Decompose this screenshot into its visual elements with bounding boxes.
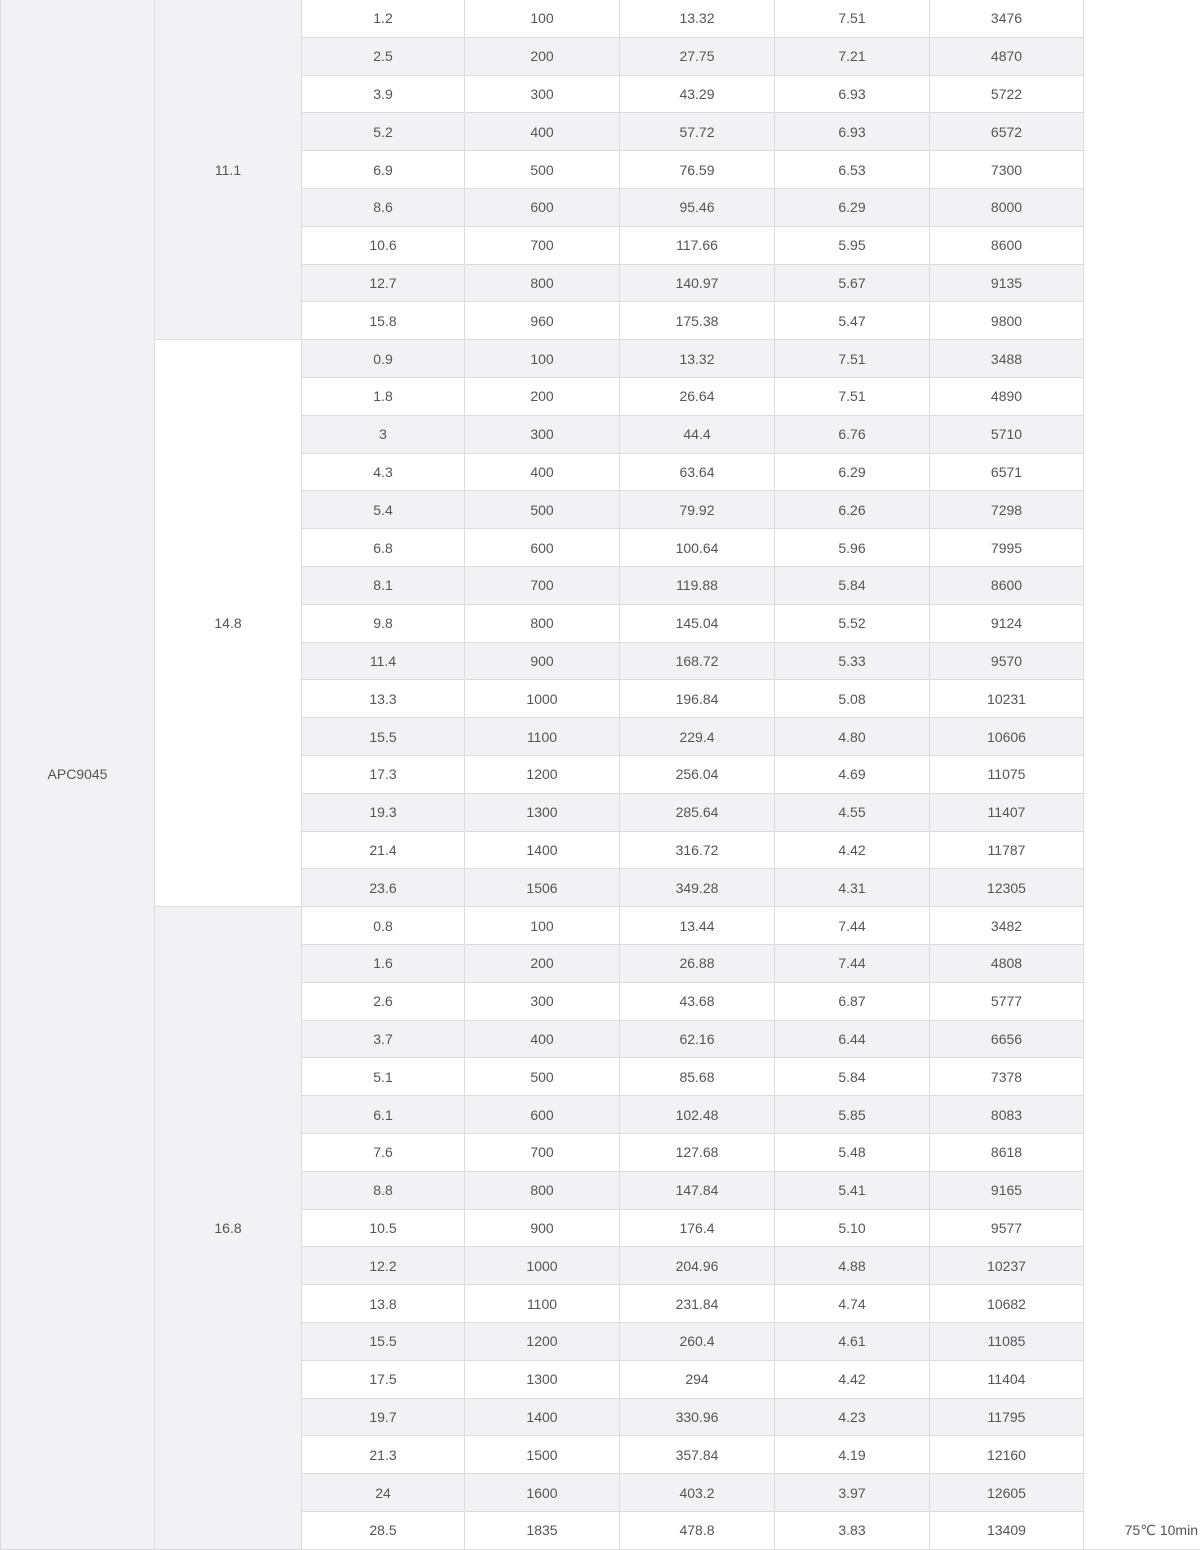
rpm-cell: 12605 xyxy=(930,1474,1084,1512)
rpm-cell: 7995 xyxy=(930,529,1084,567)
rpm-cell: 4808 xyxy=(930,945,1084,983)
throttle-cell: 600 xyxy=(465,1096,620,1134)
current-cell: 6.9 xyxy=(302,151,465,189)
voltage-group-cell: 16.8 xyxy=(155,907,302,1550)
current-cell: 7.6 xyxy=(302,1134,465,1172)
throttle-cell: 900 xyxy=(465,1210,620,1248)
power-cell: 27.75 xyxy=(620,38,775,76)
efficiency-cell: 4.42 xyxy=(775,832,930,870)
rpm-cell: 9800 xyxy=(930,302,1084,340)
throttle-cell: 1000 xyxy=(465,1247,620,1285)
current-cell: 15.5 xyxy=(302,718,465,756)
power-cell: 357.84 xyxy=(620,1436,775,1474)
throttle-cell: 600 xyxy=(465,189,620,227)
current-cell: 11.4 xyxy=(302,643,465,681)
current-cell: 19.3 xyxy=(302,794,465,832)
efficiency-cell: 4.42 xyxy=(775,1361,930,1399)
rpm-cell: 9135 xyxy=(930,265,1084,303)
current-cell: 21.3 xyxy=(302,1436,465,1474)
power-cell: 43.29 xyxy=(620,76,775,114)
throttle-cell: 1300 xyxy=(465,794,620,832)
efficiency-cell: 4.69 xyxy=(775,756,930,794)
rpm-cell: 7300 xyxy=(930,151,1084,189)
throttle-cell: 1835 xyxy=(465,1512,620,1550)
power-cell: 196.84 xyxy=(620,680,775,718)
current-cell: 8.8 xyxy=(302,1172,465,1210)
power-cell: 62.16 xyxy=(620,1021,775,1059)
current-cell: 1.6 xyxy=(302,945,465,983)
current-cell: 0.9 xyxy=(302,340,465,378)
power-cell: 256.04 xyxy=(620,756,775,794)
throttle-cell: 500 xyxy=(465,1058,620,1096)
power-cell: 316.72 xyxy=(620,832,775,870)
throttle-cell: 200 xyxy=(465,945,620,983)
rpm-cell: 11795 xyxy=(930,1399,1084,1437)
throttle-cell: 1200 xyxy=(465,1323,620,1361)
rpm-cell: 7378 xyxy=(930,1058,1084,1096)
power-cell: 140.97 xyxy=(620,265,775,303)
current-cell: 15.5 xyxy=(302,1323,465,1361)
efficiency-cell: 5.08 xyxy=(775,680,930,718)
efficiency-cell: 5.95 xyxy=(775,227,930,265)
throttle-cell: 500 xyxy=(465,491,620,529)
rpm-cell: 9570 xyxy=(930,643,1084,681)
current-cell: 12.2 xyxy=(302,1247,465,1285)
rpm-cell: 11085 xyxy=(930,1323,1084,1361)
power-cell: 63.64 xyxy=(620,454,775,492)
efficiency-cell: 5.41 xyxy=(775,1172,930,1210)
efficiency-cell: 5.52 xyxy=(775,605,930,643)
throttle-cell: 1400 xyxy=(465,832,620,870)
rpm-cell: 8600 xyxy=(930,227,1084,265)
throttle-cell: 800 xyxy=(465,605,620,643)
propeller-model-cell: APC9045 xyxy=(0,0,155,1550)
power-cell: 43.68 xyxy=(620,983,775,1021)
throttle-cell: 400 xyxy=(465,113,620,151)
current-cell: 10.6 xyxy=(302,227,465,265)
throttle-cell: 1500 xyxy=(465,1436,620,1474)
rpm-cell: 12160 xyxy=(930,1436,1084,1474)
throttle-cell: 400 xyxy=(465,1021,620,1059)
throttle-cell: 1100 xyxy=(465,1285,620,1323)
power-cell: 176.4 xyxy=(620,1210,775,1248)
power-cell: 85.68 xyxy=(620,1058,775,1096)
efficiency-cell: 5.47 xyxy=(775,302,930,340)
throttle-cell: 800 xyxy=(465,1172,620,1210)
rpm-cell: 3488 xyxy=(930,340,1084,378)
rpm-cell: 6656 xyxy=(930,1021,1084,1059)
power-cell: 147.84 xyxy=(620,1172,775,1210)
throttle-cell: 100 xyxy=(465,0,620,38)
efficiency-cell: 4.80 xyxy=(775,718,930,756)
throttle-cell: 1506 xyxy=(465,869,620,907)
current-cell: 5.2 xyxy=(302,113,465,151)
efficiency-cell: 6.53 xyxy=(775,151,930,189)
efficiency-cell: 5.84 xyxy=(775,1058,930,1096)
efficiency-cell: 5.67 xyxy=(775,265,930,303)
power-cell: 127.68 xyxy=(620,1134,775,1172)
throttle-cell: 1200 xyxy=(465,756,620,794)
power-cell: 168.72 xyxy=(620,643,775,681)
rpm-cell: 6571 xyxy=(930,454,1084,492)
rpm-cell: 3482 xyxy=(930,907,1084,945)
current-cell: 17.3 xyxy=(302,756,465,794)
efficiency-cell: 7.51 xyxy=(775,0,930,38)
rpm-cell: 5722 xyxy=(930,76,1084,114)
throttle-cell: 1600 xyxy=(465,1474,620,1512)
power-cell: 95.46 xyxy=(620,189,775,227)
throttle-cell: 1300 xyxy=(465,1361,620,1399)
throttle-cell: 1000 xyxy=(465,680,620,718)
rpm-cell: 9165 xyxy=(930,1172,1084,1210)
throttle-cell: 200 xyxy=(465,378,620,416)
rpm-cell: 10606 xyxy=(930,718,1084,756)
rpm-cell: 3476 xyxy=(930,0,1084,38)
power-cell: 13.44 xyxy=(620,907,775,945)
throttle-cell: 200 xyxy=(465,38,620,76)
rpm-cell: 11075 xyxy=(930,756,1084,794)
current-cell: 12.7 xyxy=(302,265,465,303)
power-cell: 57.72 xyxy=(620,113,775,151)
rpm-cell: 7298 xyxy=(930,491,1084,529)
current-cell: 10.5 xyxy=(302,1210,465,1248)
power-cell: 231.84 xyxy=(620,1285,775,1323)
power-cell: 349.28 xyxy=(620,869,775,907)
throttle-cell: 700 xyxy=(465,1134,620,1172)
throttle-cell: 400 xyxy=(465,454,620,492)
current-cell: 8.1 xyxy=(302,567,465,605)
current-cell: 24 xyxy=(302,1474,465,1512)
power-cell: 102.48 xyxy=(620,1096,775,1134)
efficiency-cell: 7.51 xyxy=(775,378,930,416)
current-cell: 1.2 xyxy=(302,0,465,38)
efficiency-cell: 4.19 xyxy=(775,1436,930,1474)
efficiency-cell: 4.55 xyxy=(775,794,930,832)
current-cell: 3.7 xyxy=(302,1021,465,1059)
efficiency-cell: 6.93 xyxy=(775,76,930,114)
rpm-cell: 12305 xyxy=(930,869,1084,907)
temperature-note: 75℃ 10min xyxy=(1084,1512,1200,1550)
voltage-group-cell: 14.8 xyxy=(155,340,302,907)
current-cell: 21.4 xyxy=(302,832,465,870)
throttle-cell: 1400 xyxy=(465,1399,620,1437)
rpm-cell: 6572 xyxy=(930,113,1084,151)
throttle-cell: 100 xyxy=(465,340,620,378)
throttle-cell: 300 xyxy=(465,416,620,454)
efficiency-cell: 4.23 xyxy=(775,1399,930,1437)
current-cell: 15.8 xyxy=(302,302,465,340)
efficiency-cell: 7.51 xyxy=(775,340,930,378)
rpm-cell: 8083 xyxy=(930,1096,1084,1134)
power-cell: 26.88 xyxy=(620,945,775,983)
efficiency-cell: 4.31 xyxy=(775,869,930,907)
rpm-cell: 4870 xyxy=(930,38,1084,76)
efficiency-cell: 3.83 xyxy=(775,1512,930,1550)
efficiency-cell: 5.84 xyxy=(775,567,930,605)
efficiency-cell: 5.48 xyxy=(775,1134,930,1172)
power-cell: 229.4 xyxy=(620,718,775,756)
rpm-cell: 10237 xyxy=(930,1247,1084,1285)
power-cell: 403.2 xyxy=(620,1474,775,1512)
rpm-cell: 5777 xyxy=(930,983,1084,1021)
throttle-cell: 800 xyxy=(465,265,620,303)
efficiency-cell: 6.44 xyxy=(775,1021,930,1059)
current-cell: 19.7 xyxy=(302,1399,465,1437)
current-cell: 9.8 xyxy=(302,605,465,643)
efficiency-cell: 7.44 xyxy=(775,945,930,983)
efficiency-cell: 4.61 xyxy=(775,1323,930,1361)
throttle-cell: 500 xyxy=(465,151,620,189)
throttle-cell: 900 xyxy=(465,643,620,681)
rpm-cell: 9124 xyxy=(930,605,1084,643)
current-cell: 3 xyxy=(302,416,465,454)
throttle-cell: 600 xyxy=(465,529,620,567)
power-cell: 260.4 xyxy=(620,1323,775,1361)
power-cell: 44.4 xyxy=(620,416,775,454)
power-cell: 13.32 xyxy=(620,0,775,38)
rpm-cell: 11787 xyxy=(930,832,1084,870)
power-cell: 100.64 xyxy=(620,529,775,567)
current-cell: 23.6 xyxy=(302,869,465,907)
current-cell: 6.1 xyxy=(302,1096,465,1134)
rpm-cell: 8000 xyxy=(930,189,1084,227)
efficiency-cell: 5.96 xyxy=(775,529,930,567)
efficiency-cell: 6.76 xyxy=(775,416,930,454)
efficiency-cell: 5.85 xyxy=(775,1096,930,1134)
current-cell: 1.8 xyxy=(302,378,465,416)
rpm-cell: 5710 xyxy=(930,416,1084,454)
efficiency-cell: 6.87 xyxy=(775,983,930,1021)
current-cell: 13.3 xyxy=(302,680,465,718)
rpm-cell: 11404 xyxy=(930,1361,1084,1399)
power-cell: 145.04 xyxy=(620,605,775,643)
efficiency-cell: 3.97 xyxy=(775,1474,930,1512)
power-cell: 13.32 xyxy=(620,340,775,378)
rpm-cell: 11407 xyxy=(930,794,1084,832)
rpm-cell: 10682 xyxy=(930,1285,1084,1323)
current-cell: 0.8 xyxy=(302,907,465,945)
efficiency-cell: 7.44 xyxy=(775,907,930,945)
throttle-cell: 300 xyxy=(465,76,620,114)
power-cell: 478.8 xyxy=(620,1512,775,1550)
current-cell: 3.9 xyxy=(302,76,465,114)
rpm-cell: 8618 xyxy=(930,1134,1084,1172)
power-cell: 294 xyxy=(620,1361,775,1399)
efficiency-cell: 5.33 xyxy=(775,643,930,681)
efficiency-cell: 4.74 xyxy=(775,1285,930,1323)
rpm-cell: 9577 xyxy=(930,1210,1084,1248)
power-cell: 204.96 xyxy=(620,1247,775,1285)
current-cell: 4.3 xyxy=(302,454,465,492)
current-cell: 2.6 xyxy=(302,983,465,1021)
current-cell: 13.8 xyxy=(302,1285,465,1323)
efficiency-cell: 6.93 xyxy=(775,113,930,151)
current-cell: 8.6 xyxy=(302,189,465,227)
voltage-group-cell: 11.1 xyxy=(155,0,302,340)
rpm-cell: 8600 xyxy=(930,567,1084,605)
power-cell: 76.59 xyxy=(620,151,775,189)
rpm-cell: 13409 xyxy=(930,1512,1084,1550)
current-cell: 17.5 xyxy=(302,1361,465,1399)
current-cell: 28.5 xyxy=(302,1512,465,1550)
power-cell: 285.64 xyxy=(620,794,775,832)
throttle-cell: 700 xyxy=(465,567,620,605)
efficiency-cell: 6.26 xyxy=(775,491,930,529)
efficiency-cell: 4.88 xyxy=(775,1247,930,1285)
power-cell: 175.38 xyxy=(620,302,775,340)
efficiency-cell: 7.21 xyxy=(775,38,930,76)
power-cell: 117.66 xyxy=(620,227,775,265)
power-cell: 26.64 xyxy=(620,378,775,416)
throttle-cell: 1100 xyxy=(465,718,620,756)
current-cell: 2.5 xyxy=(302,38,465,76)
current-cell: 5.1 xyxy=(302,1058,465,1096)
power-cell: 79.92 xyxy=(620,491,775,529)
throttle-cell: 100 xyxy=(465,907,620,945)
throttle-cell: 700 xyxy=(465,227,620,265)
efficiency-cell: 6.29 xyxy=(775,189,930,227)
throttle-cell: 300 xyxy=(465,983,620,1021)
current-cell: 6.8 xyxy=(302,529,465,567)
current-cell: 5.4 xyxy=(302,491,465,529)
power-cell: 330.96 xyxy=(620,1399,775,1437)
efficiency-cell: 5.10 xyxy=(775,1210,930,1248)
throttle-cell: 960 xyxy=(465,302,620,340)
rpm-cell: 4890 xyxy=(930,378,1084,416)
power-cell: 119.88 xyxy=(620,567,775,605)
efficiency-cell: 6.29 xyxy=(775,454,930,492)
rpm-cell: 10231 xyxy=(930,680,1084,718)
